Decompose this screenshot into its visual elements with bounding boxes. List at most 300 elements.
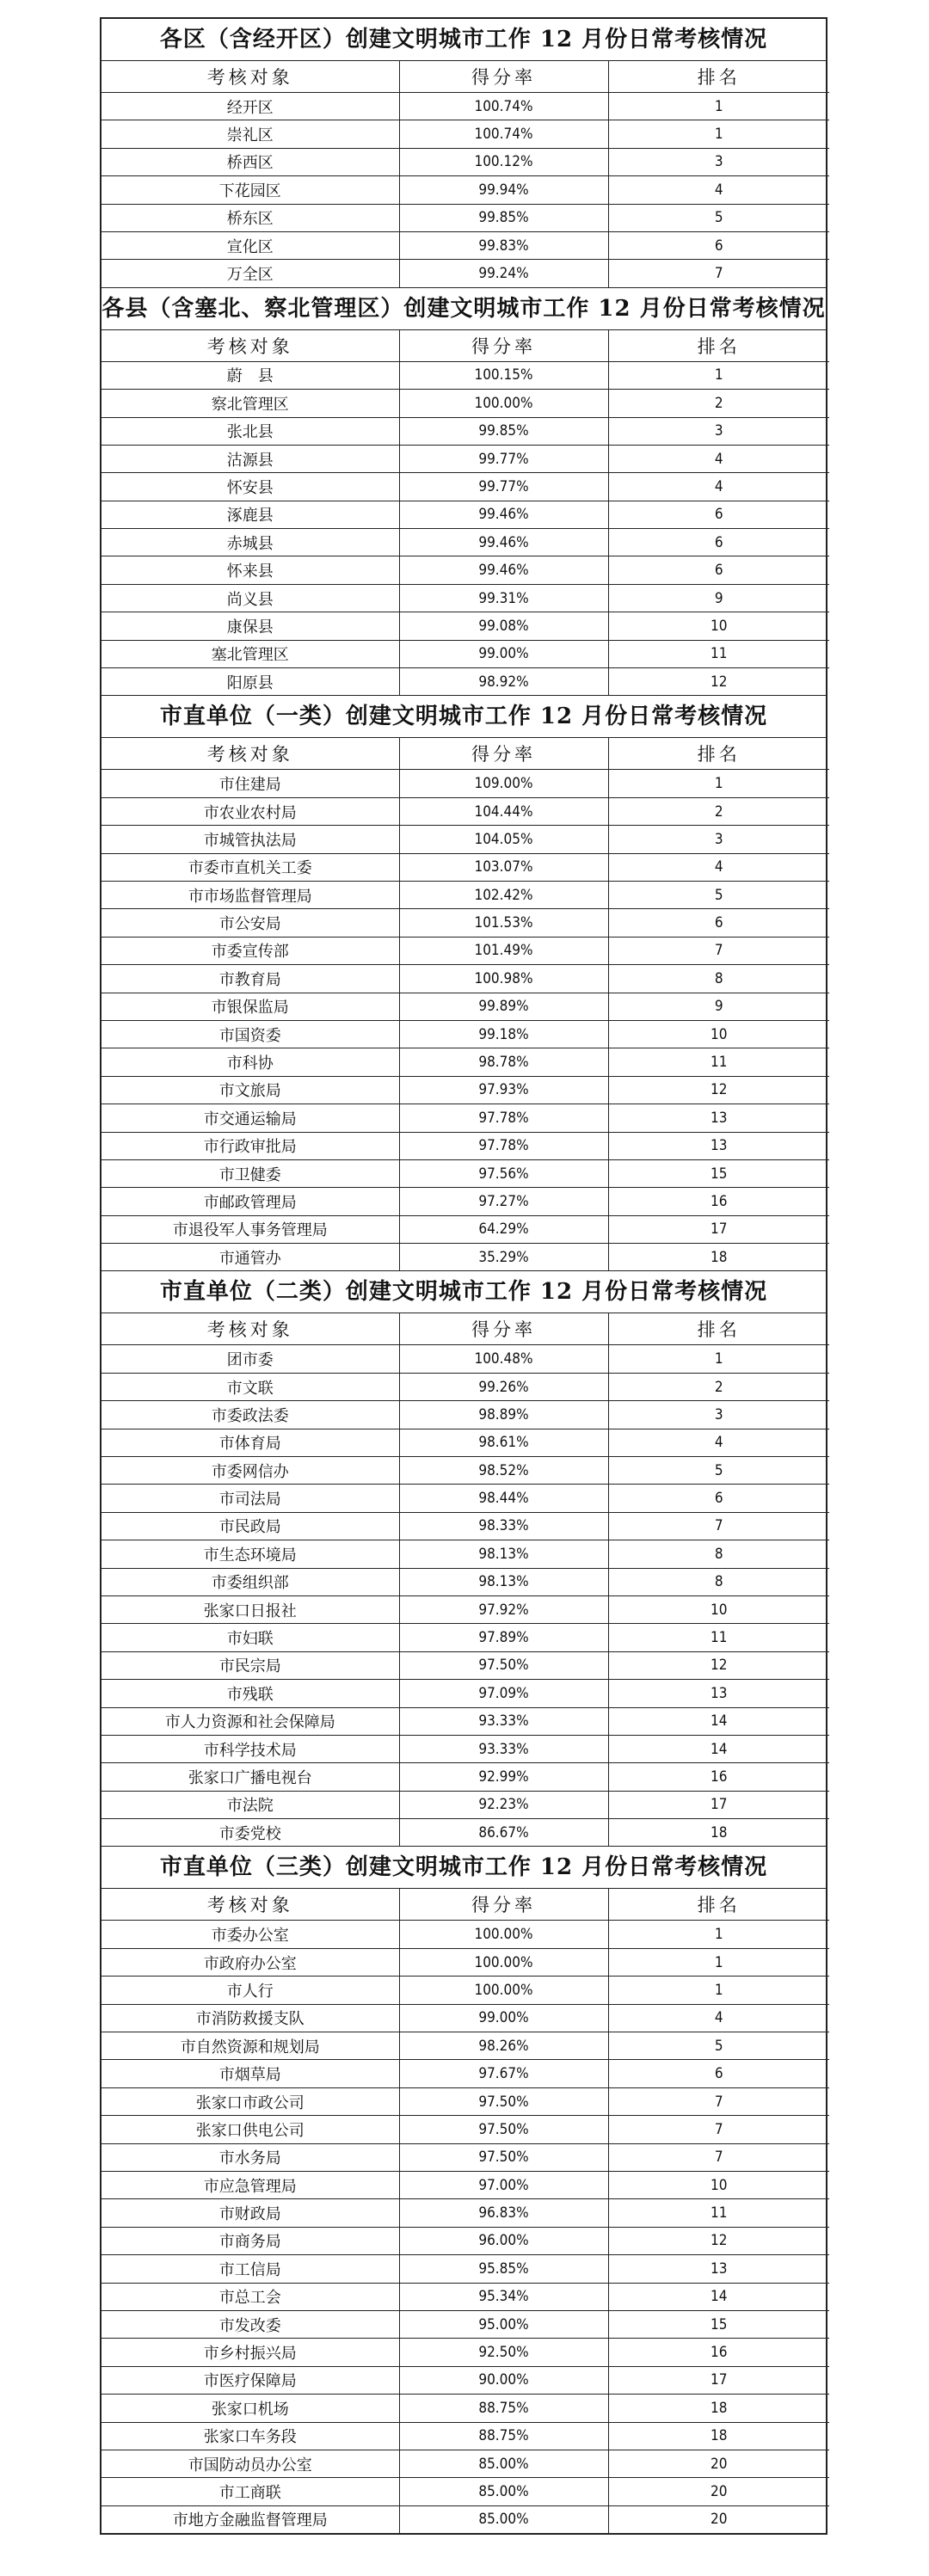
score-cell: 92.23% <box>399 1791 608 1818</box>
score-cell: 99.85% <box>399 417 608 445</box>
rank-cell: 8 <box>608 1568 829 1595</box>
table-row <box>102 445 829 472</box>
score-cell: 97.50% <box>399 1651 608 1679</box>
rank-cell: 10 <box>608 612 829 640</box>
table-row <box>102 1373 829 1400</box>
table-row <box>102 640 829 667</box>
rank-cell: 16 <box>608 1763 829 1791</box>
score-cell: 97.50% <box>399 2143 608 2171</box>
unit-name: 涿鹿县 <box>102 501 399 528</box>
rank-cell: 7 <box>608 1512 829 1540</box>
rank-cell: 5 <box>608 881 829 908</box>
score-cell: 98.92% <box>399 668 608 696</box>
unit-name: 市国防动员办公室 <box>102 2450 399 2477</box>
header-score: 得分率 <box>399 61 608 93</box>
table-row <box>102 2255 829 2283</box>
score-cell: 92.50% <box>399 2339 608 2366</box>
header-score: 得分率 <box>399 1889 608 1921</box>
unit-name: 市住建局 <box>102 770 399 797</box>
rank-cell: 4 <box>608 176 829 204</box>
unit-name: 张家口日报社 <box>102 1595 399 1623</box>
score-cell: 95.34% <box>399 2283 608 2310</box>
rank-cell: 6 <box>608 529 829 556</box>
rank-cell: 5 <box>608 2032 829 2060</box>
table-row <box>102 1457 829 1485</box>
rank-cell: 20 <box>608 2450 829 2477</box>
rank-cell: 7 <box>608 2087 829 2115</box>
rank-cell: 4 <box>608 445 829 472</box>
score-cell: 92.99% <box>399 1763 608 1791</box>
rank-cell: 7 <box>608 2143 829 2171</box>
unit-name: 张家口供电公司 <box>102 2116 399 2143</box>
score-cell: 101.53% <box>399 909 608 937</box>
table-row <box>102 1624 829 1651</box>
rank-cell: 13 <box>608 2255 829 2283</box>
unit-name: 市委政法委 <box>102 1401 399 1429</box>
unit-name: 市城管执法局 <box>102 826 399 853</box>
score-cell: 98.52% <box>399 1457 608 1485</box>
score-cell: 98.33% <box>399 1512 608 1540</box>
rank-cell: 4 <box>608 473 829 501</box>
score-cell: 93.33% <box>399 1707 608 1735</box>
rank-cell: 11 <box>608 1048 829 1076</box>
ranking-table <box>102 738 829 1270</box>
table-row <box>102 1188 829 1215</box>
score-cell: 104.44% <box>399 797 608 825</box>
score-cell: 100.15% <box>399 361 608 389</box>
table-row <box>102 2004 829 2032</box>
rank-cell: 13 <box>608 1104 829 1132</box>
table-row <box>102 1707 829 1735</box>
unit-name: 张家口机场 <box>102 2395 399 2422</box>
unit-name: 市医疗保障局 <box>102 2366 399 2394</box>
unit-name: 张家口广播电视台 <box>102 1763 399 1791</box>
unit-name: 市地方金融监督管理局 <box>102 2505 399 2533</box>
rank-cell: 18 <box>711 1248 728 1266</box>
table-row <box>102 668 829 696</box>
table-row <box>102 1048 829 1076</box>
table-header-row <box>102 330 829 362</box>
score-cell: 97.89% <box>399 1624 608 1651</box>
table-row <box>102 2199 829 2227</box>
ranking-table <box>102 330 829 696</box>
rank-cell: 3 <box>608 1401 829 1429</box>
table-row <box>102 909 829 937</box>
rank-cell: 5 <box>608 204 829 231</box>
table-row <box>102 176 829 204</box>
score-cell: 90.00% <box>399 2366 608 2394</box>
score-cell: 97.00% <box>399 2172 608 2199</box>
rank-cell: 12 <box>608 1651 829 1679</box>
score-cell: 98.13% <box>399 1540 608 1568</box>
header-rank: 排名 <box>608 330 829 362</box>
score-cell: 99.08% <box>399 612 608 640</box>
score-cell: 99.18% <box>399 1020 608 1048</box>
header-rank: 排名 <box>608 1313 829 1345</box>
rank-cell: 11 <box>608 640 829 667</box>
unit-name: 怀安县 <box>102 473 399 501</box>
unit-name: 市委党校 <box>102 1819 399 1847</box>
score-cell: 93.33% <box>399 1735 608 1762</box>
header-name: 考核对象 <box>102 1889 399 1921</box>
unit-name: 下花园区 <box>102 176 399 204</box>
score-cell: 98.13% <box>399 1568 608 1595</box>
rank-cell: 7 <box>714 265 723 283</box>
unit-name: 市文旅局 <box>102 1076 399 1104</box>
unit-name: 察北管理区 <box>102 390 399 417</box>
table-header-row <box>102 61 829 93</box>
rank-cell: 6 <box>608 231 829 259</box>
table-row <box>102 1791 829 1818</box>
table-row <box>102 2283 829 2310</box>
unit-name: 市委办公室 <box>102 1921 399 1948</box>
unit-name: 张家口车务段 <box>102 2422 399 2450</box>
unit-name: 怀来县 <box>102 556 399 584</box>
rank-cell: 10 <box>608 2172 829 2199</box>
table-row <box>102 260 829 287</box>
unit-name: 市工商联 <box>102 2478 399 2505</box>
table-row <box>102 2395 829 2422</box>
rank-cell: 2 <box>608 797 829 825</box>
ranking-table <box>102 1313 829 1846</box>
table-row <box>102 501 829 528</box>
header-score: 得分率 <box>399 1313 608 1345</box>
unit-name: 市烟草局 <box>102 2060 399 2087</box>
unit-name: 市卫健委 <box>102 1159 399 1187</box>
unit-name: 市行政审批局 <box>102 1132 399 1159</box>
rank-cell: 3 <box>608 148 829 175</box>
table-row <box>102 2172 829 2199</box>
score-cell: 104.05% <box>399 826 608 853</box>
table-row <box>102 937 829 964</box>
score-cell: 97.56% <box>399 1159 608 1187</box>
section-title: 市直单位（二类）创建文明城市工作 12 月份日常考核情况 <box>102 1271 826 1313</box>
table-row <box>102 1977 829 2004</box>
rank-cell: 14 <box>608 1707 829 1735</box>
rank-cell: 15 <box>608 1159 829 1187</box>
rank-cell: 20 <box>711 2511 728 2529</box>
unit-name: 蔚 县 <box>102 361 399 389</box>
table-row <box>102 584 829 612</box>
score-cell: 100.00% <box>399 390 608 417</box>
rank-cell: 4 <box>608 1429 829 1456</box>
table-header-row <box>102 1889 829 1921</box>
table-row <box>102 1104 829 1132</box>
table-row <box>102 770 829 797</box>
table-row <box>102 2450 829 2477</box>
rank-cell: 1 <box>608 361 829 389</box>
rank-cell: 6 <box>608 2060 829 2087</box>
score-cell: 97.09% <box>399 1680 608 1707</box>
section-title: 各县（含塞北、察北管理区）创建文明城市工作 12 月份日常考核情况 <box>102 288 826 330</box>
rank-cell: 1 <box>608 120 829 148</box>
rank-cell: 1 <box>608 770 829 797</box>
unit-name: 康保县 <box>102 612 399 640</box>
table-row <box>102 1921 829 1948</box>
table-row <box>102 1680 829 1707</box>
rank-cell: 4 <box>608 2004 829 2032</box>
unit-name: 市乡村振兴局 <box>102 2339 399 2366</box>
table-row <box>102 1345 829 1373</box>
rank-cell: 17 <box>608 1791 829 1818</box>
rank-cell: 3 <box>608 826 829 853</box>
unit-name: 尚义县 <box>102 584 399 612</box>
score-cell: 88.75% <box>399 2422 608 2450</box>
unit-name: 市生态环境局 <box>102 1540 399 1568</box>
table-row <box>102 1595 829 1623</box>
table-row <box>102 2505 829 2533</box>
rank-cell: 18 <box>711 1823 728 1841</box>
rank-cell: 12 <box>608 1076 829 1104</box>
rank-cell: 1 <box>608 1977 829 2004</box>
score-cell: 97.78% <box>399 1132 608 1159</box>
ranking-table <box>102 61 829 287</box>
ranking-section <box>102 695 826 1270</box>
unit-name: 团市委 <box>102 1345 399 1373</box>
ranking-section <box>102 287 826 696</box>
table-row <box>102 556 829 584</box>
table-row <box>102 993 829 1020</box>
unit-name: 市民政局 <box>102 1512 399 1540</box>
score-cell: 99.00% <box>399 2004 608 2032</box>
ranking-table <box>102 1889 829 2533</box>
score-cell: 97.67% <box>399 2060 608 2087</box>
unit-name: 市委市直机关工委 <box>102 853 399 881</box>
table-row <box>102 881 829 908</box>
table-header-row <box>102 1313 829 1345</box>
rank-cell: 4 <box>608 853 829 881</box>
table-row <box>102 120 829 148</box>
unit-name: 市自然资源和规划局 <box>102 2032 399 2060</box>
unit-name: 桥东区 <box>102 204 399 231</box>
header-name: 考核对象 <box>102 330 399 362</box>
table-row <box>102 2366 829 2394</box>
table-row <box>102 529 829 556</box>
rank-cell: 18 <box>608 2422 829 2450</box>
score-cell: 99.46% <box>399 529 608 556</box>
score-cell: 96.00% <box>399 2227 608 2254</box>
unit-name: 市委网信办 <box>102 1457 399 1485</box>
section-title: 市直单位（三类）创建文明城市工作 12 月份日常考核情况 <box>102 1847 826 1889</box>
rank-cell: 6 <box>608 1485 829 1512</box>
table-row <box>102 1735 829 1762</box>
unit-name: 塞北管理区 <box>102 640 399 667</box>
score-cell: 102.42% <box>399 881 608 908</box>
rank-cell: 6 <box>608 501 829 528</box>
score-cell: 35.29% <box>399 1244 608 1271</box>
score-cell: 98.61% <box>399 1429 608 1456</box>
table-row <box>102 204 829 231</box>
table-row <box>102 1159 829 1187</box>
rank-cell: 1 <box>608 1921 829 1948</box>
unit-name: 市体育局 <box>102 1429 399 1456</box>
score-cell: 101.49% <box>399 937 608 964</box>
table-row <box>102 1401 829 1429</box>
rank-cell: 13 <box>608 1132 829 1159</box>
rank-cell: 2 <box>608 1373 829 1400</box>
score-cell: 99.77% <box>399 473 608 501</box>
unit-name: 市发改委 <box>102 2310 399 2338</box>
score-cell: 109.00% <box>399 770 608 797</box>
table-row <box>102 2310 829 2338</box>
score-cell: 97.92% <box>399 1595 608 1623</box>
score-cell: 100.00% <box>399 1921 608 1948</box>
table-row <box>102 612 829 640</box>
unit-name: 市银保监局 <box>102 993 399 1020</box>
header-rank: 排名 <box>608 738 829 770</box>
table-row <box>102 148 829 175</box>
rank-cell: 3 <box>608 417 829 445</box>
score-cell: 99.31% <box>399 584 608 612</box>
score-cell: 96.83% <box>399 2199 608 2227</box>
score-cell: 99.85% <box>399 204 608 231</box>
unit-name: 市交通运输局 <box>102 1104 399 1132</box>
unit-name: 阳原县 <box>102 668 399 696</box>
unit-name: 市教育局 <box>102 965 399 993</box>
unit-name: 市工信局 <box>102 2255 399 2283</box>
rank-cell: 11 <box>608 1624 829 1651</box>
table-row <box>102 2087 829 2115</box>
score-cell: 97.93% <box>399 1076 608 1104</box>
score-cell: 99.00% <box>399 640 608 667</box>
rank-cell: 6 <box>608 909 829 937</box>
unit-name: 市司法局 <box>102 1485 399 1512</box>
table-row <box>102 1948 829 1976</box>
unit-name: 桥西区 <box>102 148 399 175</box>
unit-name: 市委宣传部 <box>102 937 399 964</box>
score-cell: 97.50% <box>399 2087 608 2115</box>
ranking-section <box>102 19 826 287</box>
score-cell: 100.00% <box>399 1948 608 1976</box>
header-score: 得分率 <box>399 738 608 770</box>
score-cell: 99.77% <box>399 445 608 472</box>
unit-name: 市文联 <box>102 1373 399 1400</box>
unit-name: 宣化区 <box>102 231 399 259</box>
unit-name: 市应急管理局 <box>102 2172 399 2199</box>
rank-cell: 16 <box>608 2339 829 2366</box>
unit-name: 市财政局 <box>102 2199 399 2227</box>
rank-cell: 7 <box>608 937 829 964</box>
score-cell: 97.27% <box>399 1188 608 1215</box>
table-row <box>102 965 829 993</box>
score-cell: 99.24% <box>399 260 608 287</box>
rank-cell: 1 <box>608 93 829 120</box>
table-row <box>102 1215 829 1243</box>
rank-cell: 14 <box>608 2283 829 2310</box>
table-row <box>102 2060 829 2087</box>
unit-name: 市通管办 <box>102 1244 399 1271</box>
rank-cell: 1 <box>608 1948 829 1976</box>
unit-name: 市国资委 <box>102 1020 399 1048</box>
table-row <box>102 2116 829 2143</box>
score-cell: 85.00% <box>399 2505 608 2533</box>
ranking-section <box>102 1846 826 2533</box>
score-cell: 98.44% <box>399 1485 608 1512</box>
rank-cell: 16 <box>608 1188 829 1215</box>
table-row <box>102 473 829 501</box>
table-row <box>102 1429 829 1456</box>
score-cell: 86.67% <box>399 1819 608 1847</box>
unit-name: 市法院 <box>102 1791 399 1818</box>
table-row <box>102 1763 829 1791</box>
rank-cell: 8 <box>608 1540 829 1568</box>
unit-name: 市农业农村局 <box>102 797 399 825</box>
table-row <box>102 1651 829 1679</box>
table-row <box>102 2339 829 2366</box>
score-cell: 64.29% <box>399 1215 608 1243</box>
rank-cell: 1 <box>608 1345 829 1373</box>
table-row <box>102 1568 829 1595</box>
score-cell: 99.26% <box>399 1373 608 1400</box>
assessment-sheet <box>100 17 827 2535</box>
unit-name: 市公安局 <box>102 909 399 937</box>
table-row <box>102 1020 829 1048</box>
rank-cell: 7 <box>608 2116 829 2143</box>
unit-name: 赤城县 <box>102 529 399 556</box>
table-row <box>102 2227 829 2254</box>
score-cell: 85.00% <box>399 2478 608 2505</box>
rank-cell: 14 <box>608 1735 829 1762</box>
table-row <box>102 2143 829 2171</box>
unit-name: 市人力资源和社会保障局 <box>102 1707 399 1735</box>
section-title: 市直单位（一类）创建文明城市工作 12 月份日常考核情况 <box>102 696 826 738</box>
rank-cell: 12 <box>608 2227 829 2254</box>
rank-cell: 8 <box>608 965 829 993</box>
score-cell: 97.78% <box>399 1104 608 1132</box>
table-row <box>102 853 829 881</box>
score-cell: 100.48% <box>399 1345 608 1373</box>
rank-cell: 2 <box>608 390 829 417</box>
table-row <box>102 2032 829 2060</box>
table-row <box>102 1132 829 1159</box>
unit-name: 沽源县 <box>102 445 399 472</box>
table-row <box>102 1819 829 1847</box>
rank-cell: 13 <box>608 1680 829 1707</box>
rank-cell: 5 <box>608 1457 829 1485</box>
rank-cell: 6 <box>608 556 829 584</box>
score-cell: 100.74% <box>399 93 608 120</box>
score-cell: 88.75% <box>399 2395 608 2422</box>
unit-name: 市科学技术局 <box>102 1735 399 1762</box>
table-row <box>102 1540 829 1568</box>
unit-name: 市残联 <box>102 1680 399 1707</box>
unit-name: 经开区 <box>102 93 399 120</box>
score-cell: 100.12% <box>399 148 608 175</box>
score-cell: 100.74% <box>399 120 608 148</box>
table-row <box>102 417 829 445</box>
table-row <box>102 361 829 389</box>
rank-cell: 17 <box>608 1215 829 1243</box>
unit-name: 市政府办公室 <box>102 1948 399 1976</box>
score-cell: 98.26% <box>399 2032 608 2060</box>
rank-cell: 9 <box>608 993 829 1020</box>
score-cell: 98.78% <box>399 1048 608 1076</box>
unit-name: 市民宗局 <box>102 1651 399 1679</box>
table-row <box>102 1512 829 1540</box>
table-row <box>102 93 829 120</box>
table-row <box>102 1485 829 1512</box>
header-rank: 排名 <box>608 1889 829 1921</box>
score-cell: 99.89% <box>399 993 608 1020</box>
score-cell: 99.83% <box>399 231 608 259</box>
header-name: 考核对象 <box>102 61 399 93</box>
table-row <box>102 231 829 259</box>
score-cell: 100.00% <box>399 1977 608 2004</box>
table-row <box>102 1244 829 1271</box>
unit-name: 万全区 <box>102 260 399 287</box>
rank-cell: 17 <box>608 2366 829 2394</box>
unit-name: 市退役军人事务管理局 <box>102 1215 399 1243</box>
